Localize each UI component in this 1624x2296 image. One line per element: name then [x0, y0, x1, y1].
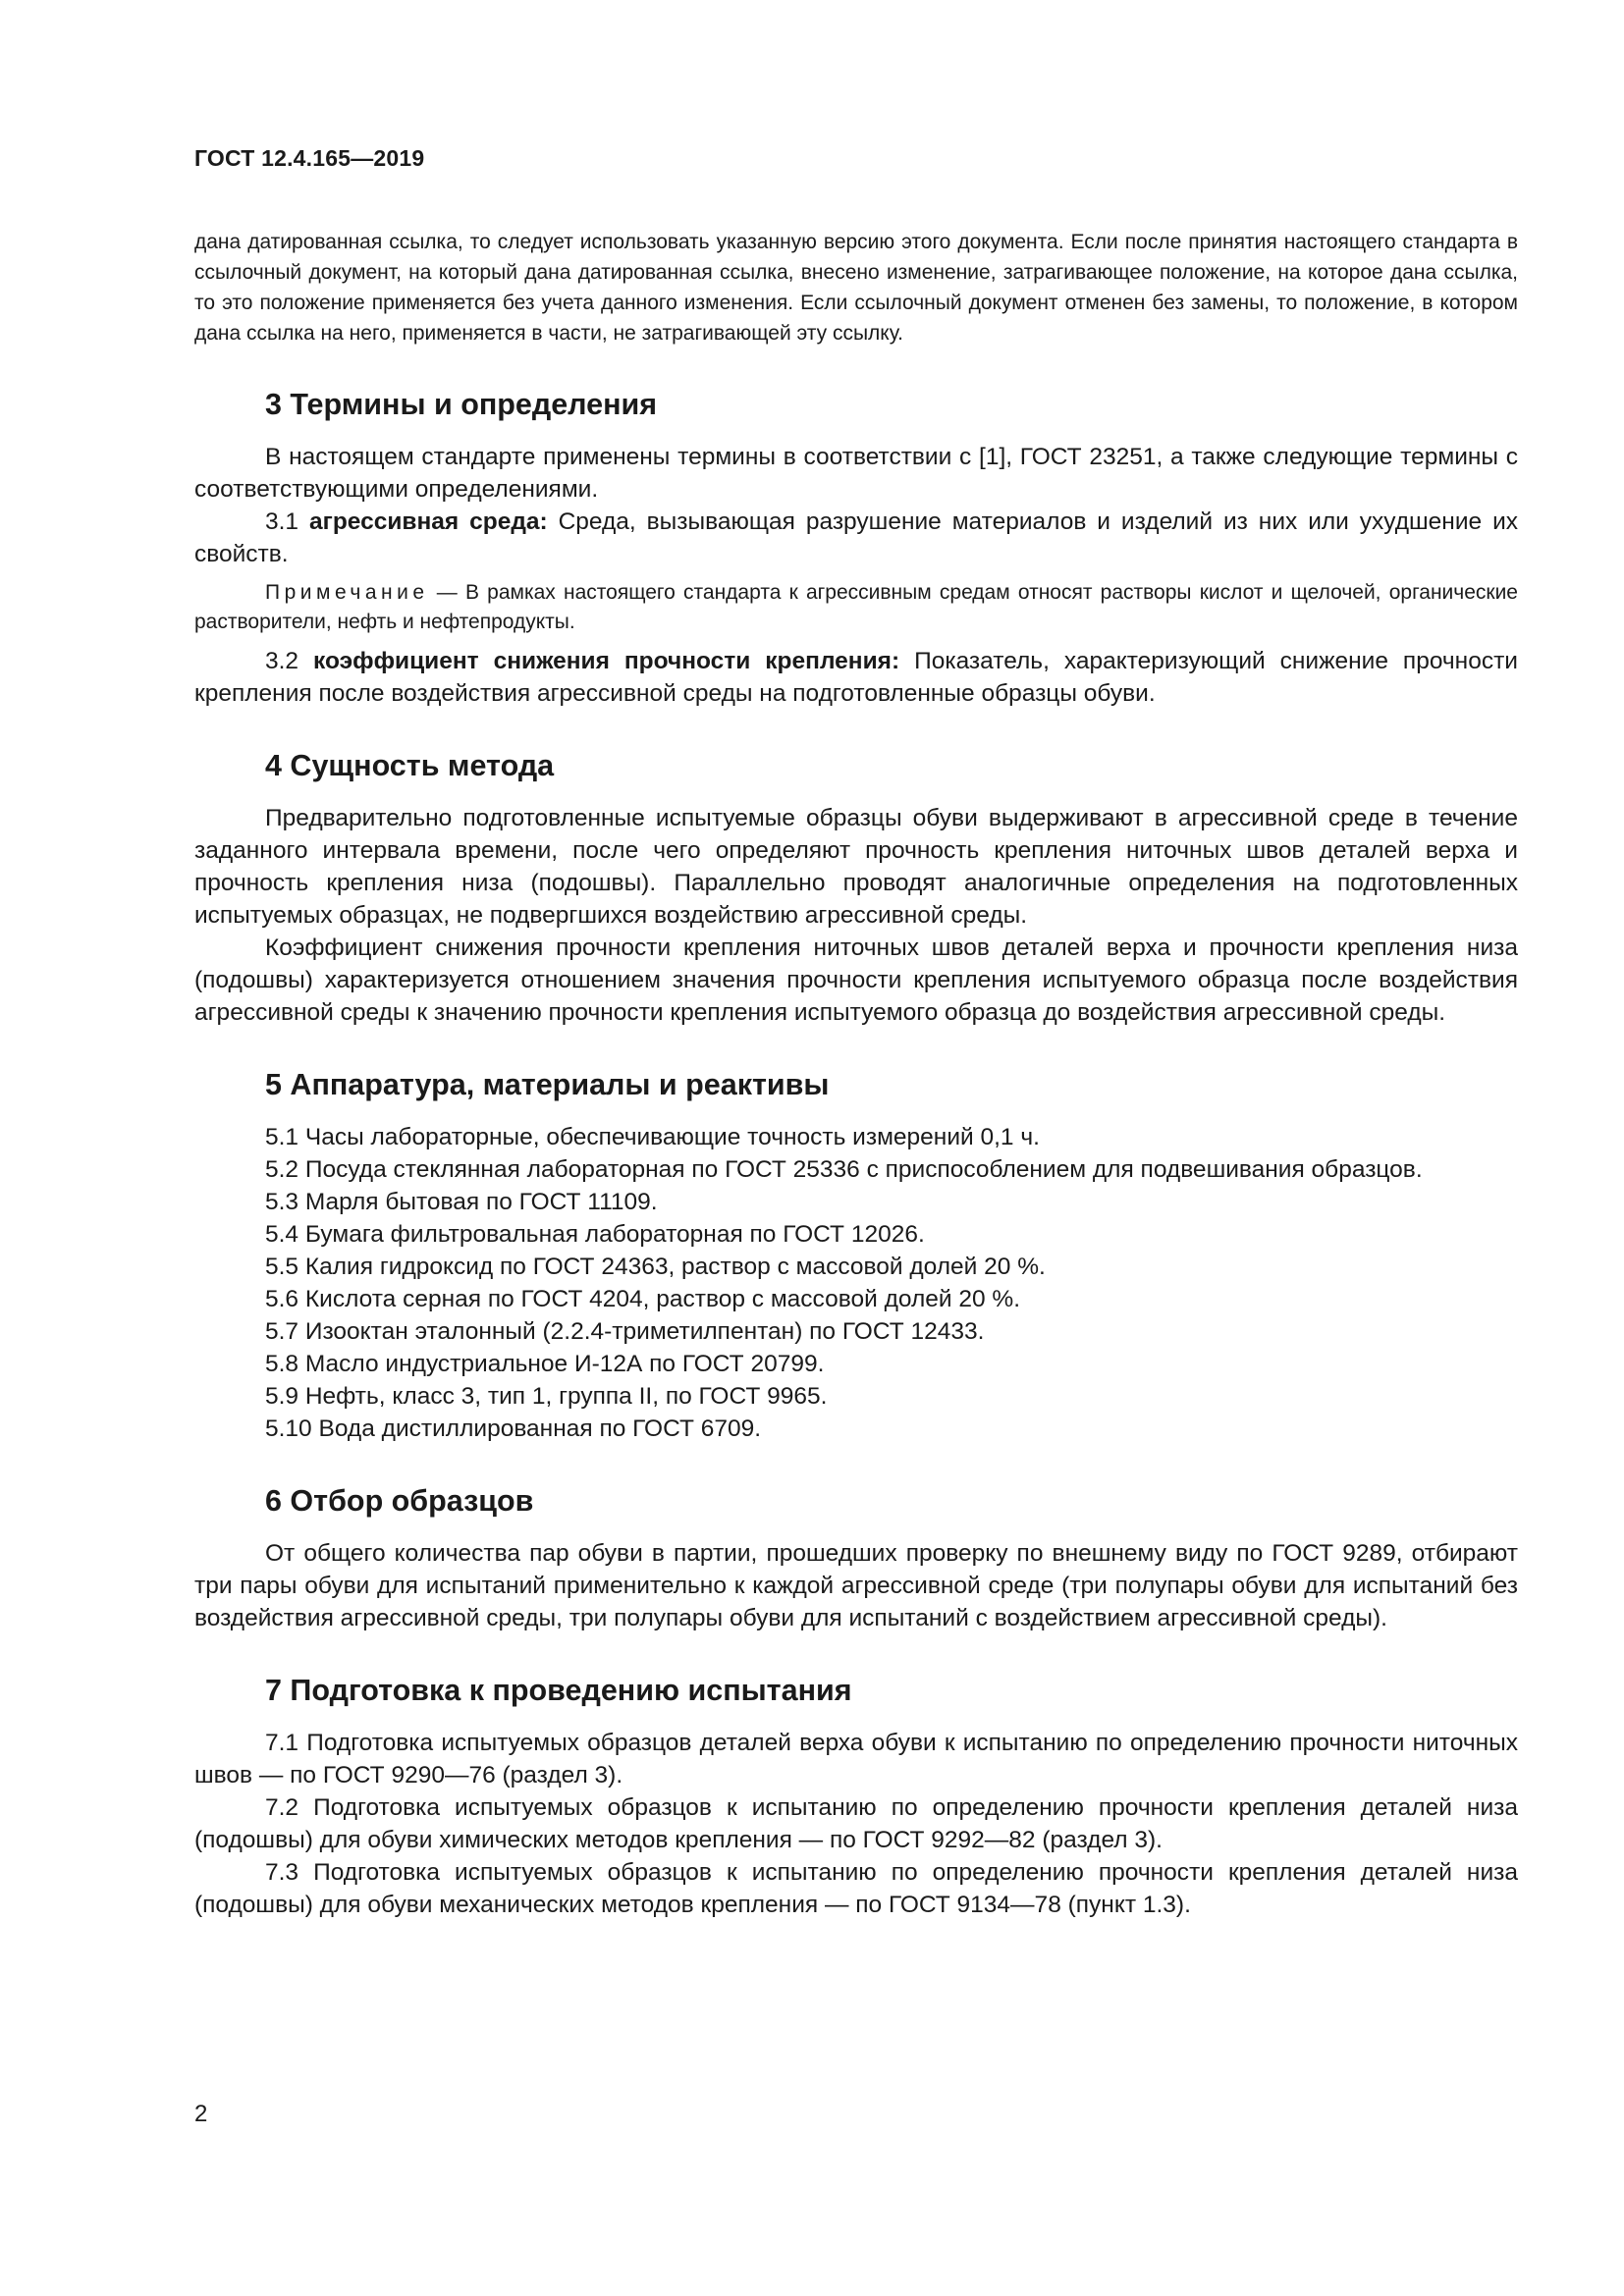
- term-name: коэффициент снижения прочности крепления:: [313, 648, 900, 674]
- term-definition: Среда, вызывающая разрушение материалов и изделий из них или ухудшение их свойств.: [194, 508, 1519, 567]
- list-item: 7.3 Подготовка испытуемых образцов к испытанию по определению прочности крепления деталей низа (подошвы) для обуви механических методов крепления — по ГОСТ 9134—78 (пункт 1.3).: [194, 1859, 1518, 1918]
- list-item: 7.2 Подготовка испытуемых образцов к испытанию по определению прочности крепления деталей низа (подошвы) для обуви химических методов крепления — по ГОСТ 9292—82 (раздел 3).: [194, 1794, 1518, 1853]
- list-item: 7.1 Подготовка испытуемых образцов деталей верха обуви к испытанию по определению прочности ниточных швов — по ГОСТ 9290—76 (раздел 3).: [194, 1730, 1518, 1789]
- section-7-title: 7 Подготовка к проведению испытания: [265, 1674, 852, 1707]
- list-item: 5.10 Вода дистиллированная по ГОСТ 6709.: [265, 1415, 762, 1442]
- section-5-title: 5 Аппаратура, материалы и реактивы: [265, 1068, 830, 1101]
- list-item: 5.1 Часы лабораторные, обеспечивающие точность измерений 0,1 ч.: [265, 1124, 1040, 1150]
- term-3-2: [194, 645, 1518, 710]
- list-item: 5.7 Изооктан эталонный (2.2.4-триметилпентан) по ГОСТ 12433.: [265, 1318, 985, 1345]
- list-item: 5.5 Калия гидроксид по ГОСТ 24363, раствор с массовой долей 20 %.: [265, 1254, 1046, 1280]
- term-name: агрессивная среда:: [309, 508, 548, 535]
- note-text: — В рамках настоящего стандарта к агрессивным средам относят растворы кислот и щелочей, органические растворители, нефть и нефтепродукты.: [194, 581, 1518, 633]
- note-label: Примечание: [265, 581, 429, 604]
- section-4-paragraph-2: Коэффициент снижения прочности крепления ниточных швов деталей верха и прочности крепления низа (подошвы) характеризуется отношением значения прочности крепления испытуемого образца после воздействия агрессивной среды к значению прочности крепления испытуемого образца до воздействия агрессивной среды.: [194, 934, 1518, 1026]
- list-item: 5.4 Бумага фильтровальная лабораторная по ГОСТ 12026.: [265, 1221, 925, 1248]
- list-item: 5.6 Кислота серная по ГОСТ 4204, раствор с массовой долей 20 %.: [265, 1286, 1021, 1312]
- intro-paragraph: дана датированная ссылка, то следует использовать указанную версию этого документа. Если после принятия настоящего стандарта в ссылочный документ, на который дана датированная ссылка, внесено изменение, затрагивающее положение, на которое дана ссылка, то это положение применяется без учета данного изменения. Если ссылочный документ отменен без замены, то положение, в котором дана ссылка на него, применяется в части, не затрагивающей эту ссылку.: [194, 231, 1518, 345]
- document-header: ГОСТ 12.4.165—2019: [194, 145, 425, 171]
- document-page: [194, 145, 1518, 1921]
- term-3-1: [194, 506, 1518, 570]
- list-item: 5.3 Марля бытовая по ГОСТ 11109.: [265, 1189, 658, 1215]
- page-number: 2: [194, 2101, 208, 2127]
- list-item: 5.8 Масло индустриальное И-12А по ГОСТ 20799.: [265, 1351, 825, 1377]
- section-4-paragraph-1: Предварительно подготовленные испытуемые образцы обуви выдерживают в агрессивной среде в течение заданного интервала времени, после чего определяют прочность крепления ниточных швов деталей верха и прочность крепления низа (подошвы). Параллельно проводят аналогичные определения на подготовленных испытуемых образцах, не подвергшихся воздействию агрессивной среды.: [194, 805, 1518, 929]
- term-number: 3.2: [265, 648, 299, 674]
- list-item: 5.2 Посуда стеклянная лабораторная по ГОСТ 25336 с приспособлением для подвешивания образцов.: [265, 1156, 1423, 1183]
- section-3-paragraph: В настоящем стандарте применены термины в соответствии с [1], ГОСТ 23251, а также следующие термины с соответствующими определениями.: [194, 444, 1518, 503]
- section-4-title: 4 Сущность метода: [265, 749, 555, 782]
- section-3-title: 3 Термины и определения: [265, 388, 658, 421]
- section-6-paragraph: От общего количества пар обуви в партии, прошедших проверку по внешнему виду по ГОСТ 9289, отбирают три пары обуви для испытаний применительно к каждой агрессивной среде (три полупары обуви для испытаний без воздействия агрессивной среды, три полупары обуви для испытаний с воздействием агрессивной среды).: [194, 1540, 1518, 1631]
- section-6-title: 6 Отбор образцов: [265, 1484, 534, 1518]
- term-definition: Показатель, характеризующий снижение прочности крепления после воздействия агрессивной среды на подготовленные образцы обуви.: [194, 648, 1518, 707]
- note: [194, 578, 1518, 637]
- list-item: 5.9 Нефть, класс 3, тип 1, группа II, по ГОСТ 9965.: [265, 1383, 828, 1410]
- term-number: 3.1: [265, 508, 299, 535]
